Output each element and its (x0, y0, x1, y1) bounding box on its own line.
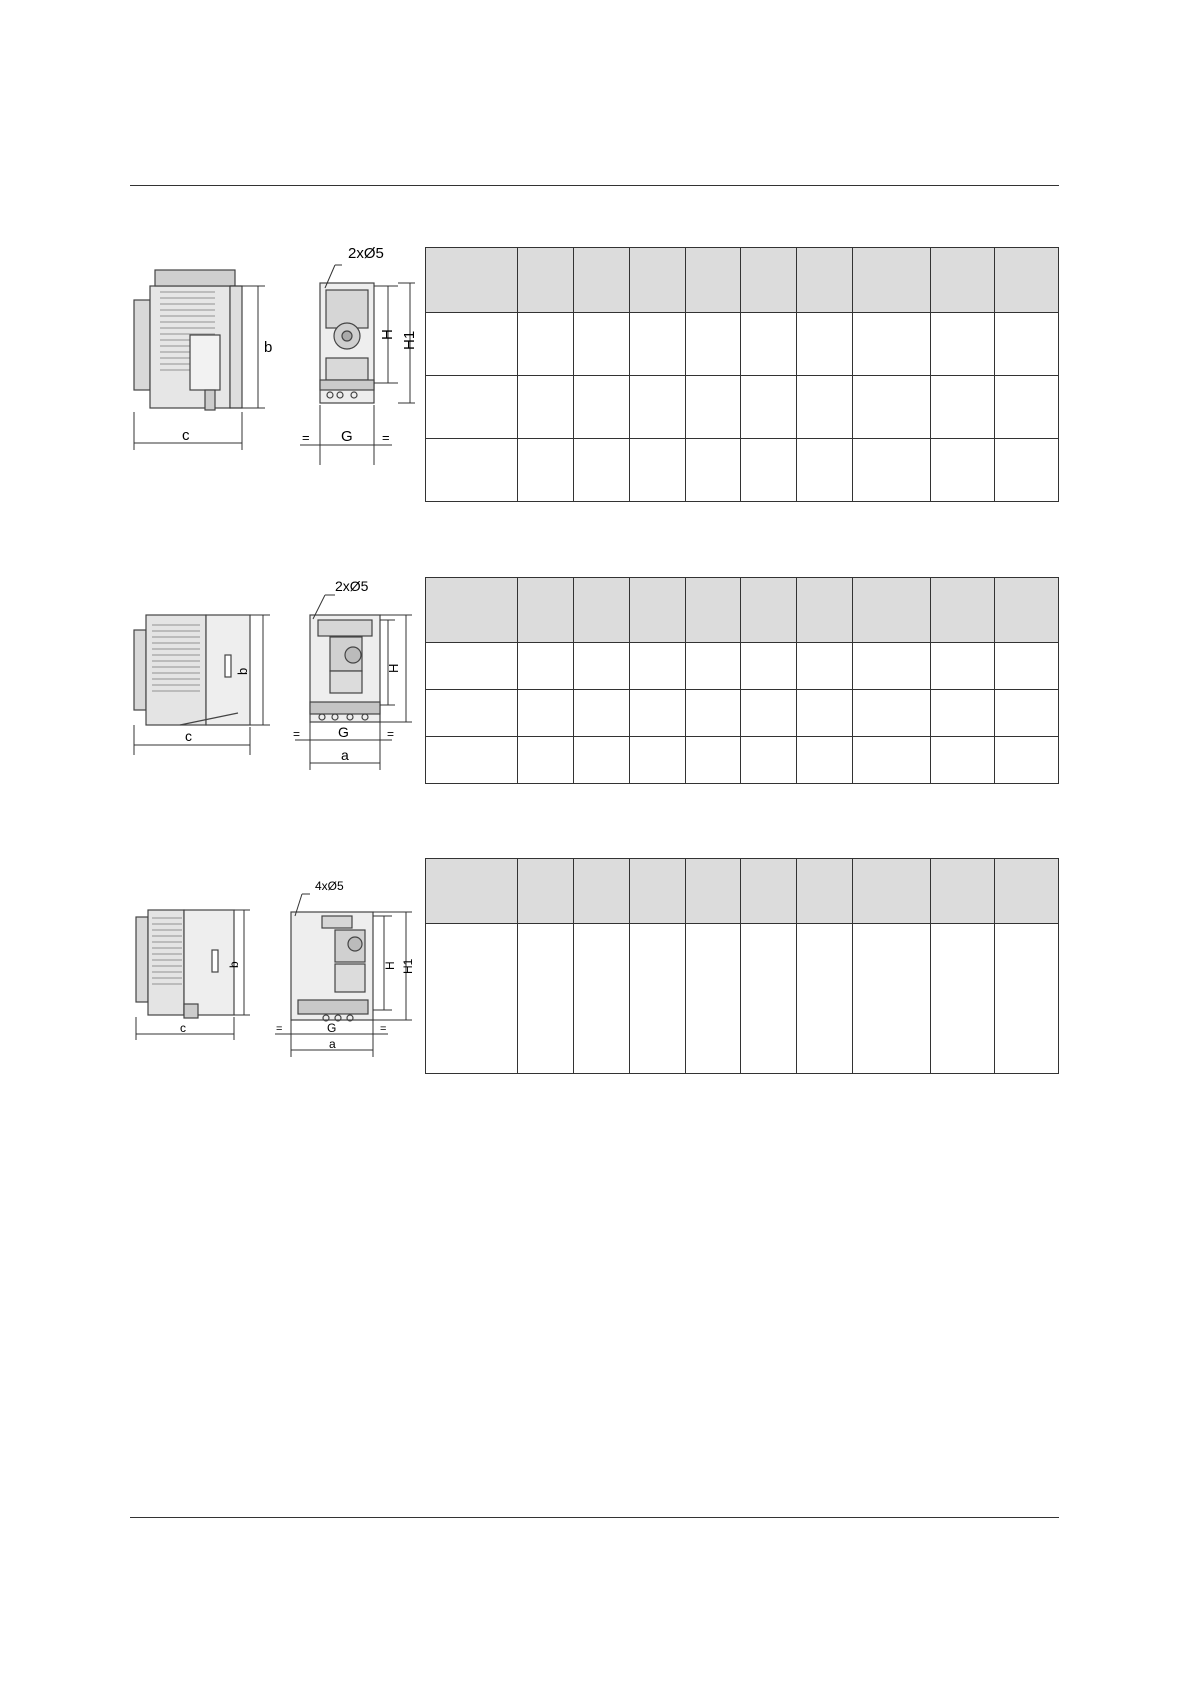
table-row (426, 313, 1059, 376)
table-header-row (426, 578, 1059, 643)
dim-H: H (386, 663, 401, 673)
dimension-drawing-1 (130, 240, 420, 465)
header-rule (130, 185, 1059, 186)
front-view (291, 912, 373, 1021)
table-row (426, 690, 1059, 737)
dim-c: c (182, 427, 190, 444)
table-row (426, 924, 1059, 1074)
dimension-drawing-2 (130, 575, 420, 775)
dim-a: a (341, 747, 349, 763)
dim-H: H (383, 961, 397, 970)
table-row (426, 376, 1059, 439)
dim-H1: H1 (401, 958, 415, 974)
dim-b: b (227, 961, 241, 968)
front-view (320, 283, 374, 403)
dimension-drawing-3 (130, 872, 420, 1062)
dim-H: H (379, 329, 396, 340)
hole-callout-1: 2xØ5 (348, 245, 384, 262)
dimensions-table-2 (425, 577, 1059, 784)
dimensions-table-3 (425, 858, 1059, 1074)
dim-a: a (329, 1037, 336, 1051)
side-view (134, 270, 242, 410)
dim-eq-right: = (380, 1023, 387, 1035)
footer-rule (130, 1517, 1059, 1518)
hole-callout-2: 2xØ5 (335, 578, 369, 594)
hole-callout-3: 4xØ5 (315, 879, 344, 893)
dim-G: G (341, 428, 353, 445)
dim-c: c (185, 728, 192, 744)
side-view (134, 615, 250, 725)
dim-H1: H1 (401, 330, 418, 350)
table-row (426, 643, 1059, 690)
dimensions-table-1 (425, 247, 1059, 502)
table-header-row (426, 859, 1059, 924)
dim-G: G (327, 1021, 337, 1035)
dim-eq-left: = (293, 727, 301, 741)
table-header-row (426, 248, 1059, 313)
front-view (310, 615, 380, 722)
dim-eq-left: = (302, 430, 310, 445)
dim-eq-right: = (387, 727, 395, 741)
dim-c: c (180, 1021, 186, 1035)
table-row (426, 439, 1059, 502)
dim-eq-right: = (382, 430, 390, 445)
table-row (426, 737, 1059, 784)
dim-eq-left: = (276, 1023, 283, 1035)
dim-G: G (338, 724, 349, 740)
dim-b: b (264, 339, 273, 356)
side-view (136, 910, 234, 1018)
dim-b: b (235, 667, 250, 675)
